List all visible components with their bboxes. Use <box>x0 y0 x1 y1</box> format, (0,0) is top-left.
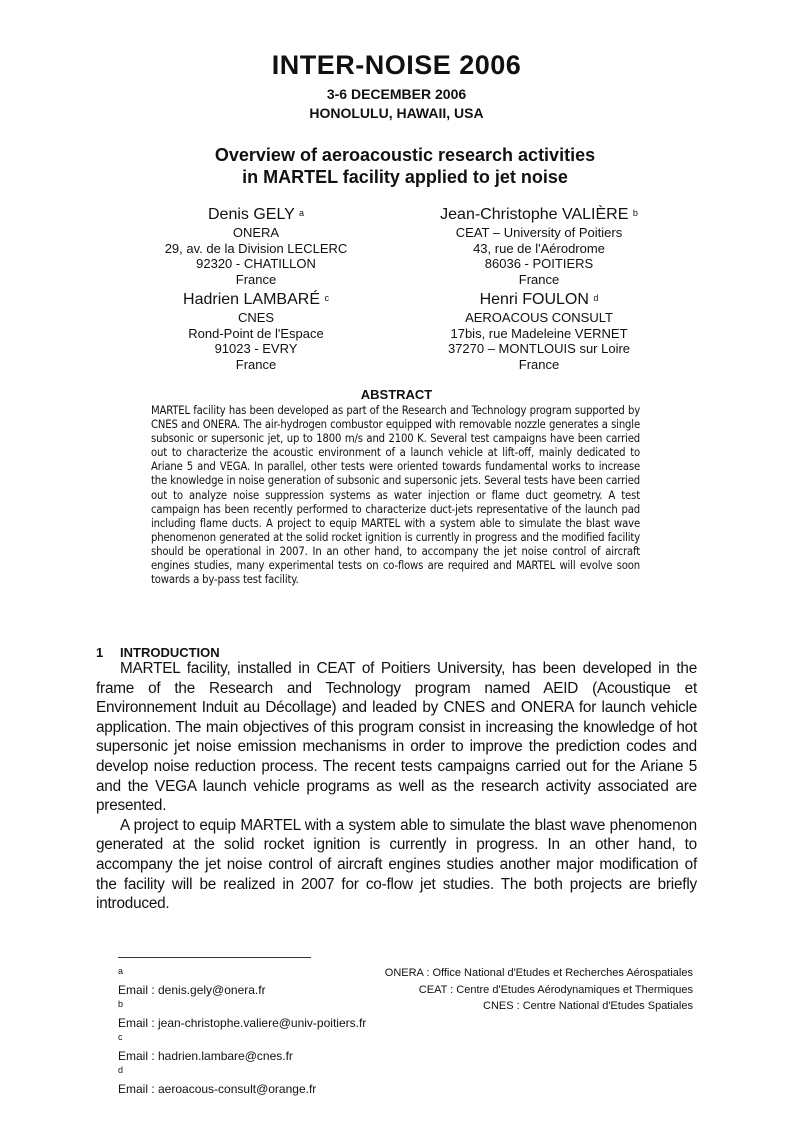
author-name: Henri FOULON $^d$ <box>479 291 599 308</box>
section-title: INTRODUCTION <box>120 645 220 660</box>
author-org: CNES <box>237 310 275 325</box>
introduction-body <box>96 659 697 914</box>
abstract-heading: ABSTRACT <box>360 387 433 402</box>
author-org: AEROACOUS CONSULT <box>465 310 613 325</box>
author-address: 29, av. de la Division LECLERC <box>164 240 348 256</box>
author-city: 86036 - POITIERS <box>484 256 594 272</box>
author-address: 17bis, rue Madeleine VERNET <box>450 325 628 341</box>
paper-title-line-1: Overview of aeroacoustic research activities <box>214 145 596 165</box>
author-country: France <box>518 357 560 373</box>
author-country: France <box>235 272 277 288</box>
author-block-valiere <box>409 205 669 288</box>
abstract-text: MARTEL facility has been developed as part of the Research and Technology program supported by CNES and ONERA. The air-hydrogen combustor equipped with removable nozzle generates a single subsonic or supersonic jet, up to 1800 m/s and 2100 K. Several test campaigns have been carried out to characterize the acoustic environment of a launch vehicle at lift-off, mainly dedicated to Ariane 5 and VEGA. In parallel, other tests were oriented towards fundamental works to increase the knowledge in noise generation of subsonic and supersonic jets. Several tests have been carried out to analyze noise suppression systems as water injection or flame duct geometry. A test campaign has been recently performed to characterize duct-jets representative of the launch pad including flame ducts. A project to equip MARTEL with a system able to simulate the blast wave phenomenon generated at the solid rocket ignition is currently in progress and the modified facility should be operational in 2007. In an other hand, to accompany the jet noise control of aircraft engines studies, many experimental tests on co-flows are required and MARTEL will evolve soon towards a by-pass test facility. <box>151 404 640 587</box>
conference-date: 3-6 DECEMBER 2006 <box>326 86 467 102</box>
footnote-org: CEAT : Centre d'Etudes Aérodynamiques et Thermiques <box>418 983 693 996</box>
author-block-gely <box>126 205 386 288</box>
author-address: 43, rue de l'Aérodrome <box>473 240 605 256</box>
paper-title <box>160 144 650 188</box>
author-name: Jean-Christophe VALIÈRE $^b$ <box>440 206 638 223</box>
conference-place: HONOLULU, HAWAII, USA <box>309 105 484 121</box>
author-city: 91023 - EVRY <box>214 341 298 357</box>
author-city: 92320 - CHATILLON <box>196 256 316 272</box>
section-heading <box>96 645 220 660</box>
author-org: CEAT – University of Poitiers <box>455 225 623 240</box>
author-country: France <box>518 272 560 288</box>
conference-title: INTER-NOISE 2006 <box>271 50 522 80</box>
author-country: France <box>235 357 277 373</box>
author-block-lambare <box>126 290 386 373</box>
footnote-email: $^b$ Email : jean-christophe.valiere@univ-poitiers.fr <box>118 999 367 1030</box>
footnote-email: $^c$ Email : hadrien.lambare@cnes.fr <box>118 1032 293 1063</box>
footnote-org: ONERA : Office National d'Etudes et Recherches Aérospatiales <box>384 967 693 979</box>
author-name: Denis GELY $^a$ <box>207 206 305 223</box>
section-number: 1 <box>96 645 104 660</box>
author-address: Rond-Point de l'Espace <box>188 325 324 341</box>
footnote-org: CNES : Centre National d'Etudes Spatiales <box>483 1000 693 1012</box>
author-name: Hadrien LAMBARÉ $^c$ <box>183 291 329 308</box>
footnote-email: $^d$ Email : aeroacous-consult@orange.fr <box>118 1065 317 1096</box>
author-org: ONERA <box>232 225 280 240</box>
author-city: 37270 – MONTLOUIS sur Loire <box>447 341 631 357</box>
paper-title-line-2: in MARTEL facility applied to jet noise <box>242 167 568 187</box>
footnote-email: $^a$ Email : denis.gely@onera.fr <box>118 966 266 997</box>
author-block-foulon <box>409 290 669 373</box>
footnote-organizations <box>353 965 693 1015</box>
paragraph: MARTEL facility, installed in CEAT of Poitiers University, has been developed in the frame of the Research and Technology program named AEID (Acoustique et Environnement Induit au Décollage) and leaded by CNES and ONERA for launch vehicle application. The main objectives of this program consist in increasing the knowledge of hot supersonic jet noise emission mechanisms in order to improve the prediction codes and develop noise reduction process. The recent tests campaigns carried out for the Ariane 5 and the VEGA launch vehicle programs as well as the research activity associated are presented. <box>96 660 697 815</box>
paragraph: A project to equip MARTEL with a system able to simulate the blast wave phenomenon generated at the solid rocket ignition is currently in progress. In an other hand, to accompany the jet noise control of aircraft engines studies another major modification of the facility will be realized in 2007 for co-flow jet studies. The both projects are briefly introduced. <box>96 816 697 913</box>
footnote-rule <box>118 957 311 958</box>
